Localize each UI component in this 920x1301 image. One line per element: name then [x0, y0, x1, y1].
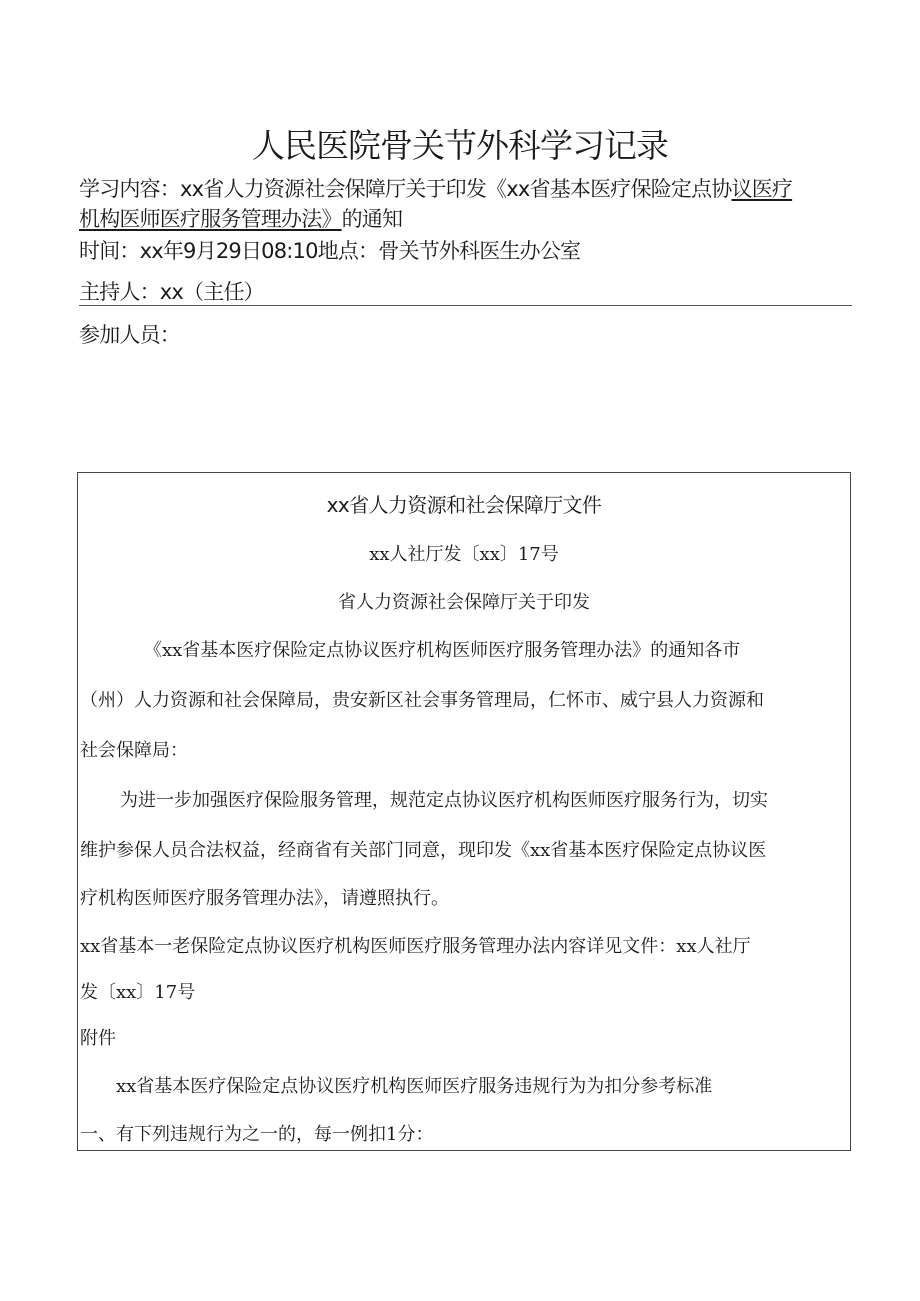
study-content: [79, 174, 859, 234]
body-line: 为进一步加强医疗保险服务管理，规范定点协议医疗机构医师医疗服务行为，切实: [120, 790, 768, 811]
body-line: 一、有下列违规行为之一的，每一例扣1分：: [80, 1124, 434, 1145]
body-line: （州）人力资源和社会保障局，贵安新区社会事务管理局，仁怀市、威宁县人力资源和: [80, 690, 764, 711]
time-location: 时间：xx年9月29日08:10地点：骨关节外科医生办公室: [79, 239, 581, 263]
study-content-underlined-2: 机构医师医疗服务管理办法》: [79, 207, 342, 231]
document-box: [77, 472, 851, 1151]
study-content-underlined-1: 议医疗: [731, 177, 793, 201]
body-line: 维护参保人员合法权益，经商省有关部门同意，现印发《xx省基本医疗保险定点协议医: [80, 840, 767, 861]
body-line: xx省基本一老保险定点协议医疗机构医师医疗服务管理办法内容详见文件：xx人社厅: [80, 936, 751, 957]
attachment-title: xx省基本医疗保险定点协议医疗机构医师医疗服务违规行为为扣分参考标准: [116, 1076, 713, 1097]
body-line: 疗机构医师医疗服务管理办法》，请遵照执行。: [80, 888, 449, 909]
study-content-text: xx省人力资源社会保障厅关于印发《xx省基本医疗保险定点协: [180, 177, 732, 201]
document-heading: xx省人力资源和社会保障厅文件: [326, 493, 602, 517]
document-subject: 省人力资源社会保障厅关于印发: [338, 592, 590, 613]
body-line: 《xx省基本医疗保险定点协议医疗机构医师医疗服务管理办法》的通知各市: [144, 640, 741, 661]
study-content-tail: 的通知: [341, 207, 403, 231]
attachment-label: 附件: [80, 1028, 116, 1049]
divider: [79, 305, 852, 306]
study-content-label: 学习内容：: [79, 177, 180, 201]
page-title: 人民医院骨关节外科学习记录: [252, 126, 668, 165]
document-number: xx人社厅发〔xx〕17号: [369, 544, 559, 565]
body-line: 社会保障局：: [80, 740, 188, 761]
host: 主持人：xx（主任）: [79, 280, 264, 304]
attendees: 参加人员：: [79, 323, 180, 347]
body-line: 发〔xx〕17号: [80, 982, 196, 1003]
